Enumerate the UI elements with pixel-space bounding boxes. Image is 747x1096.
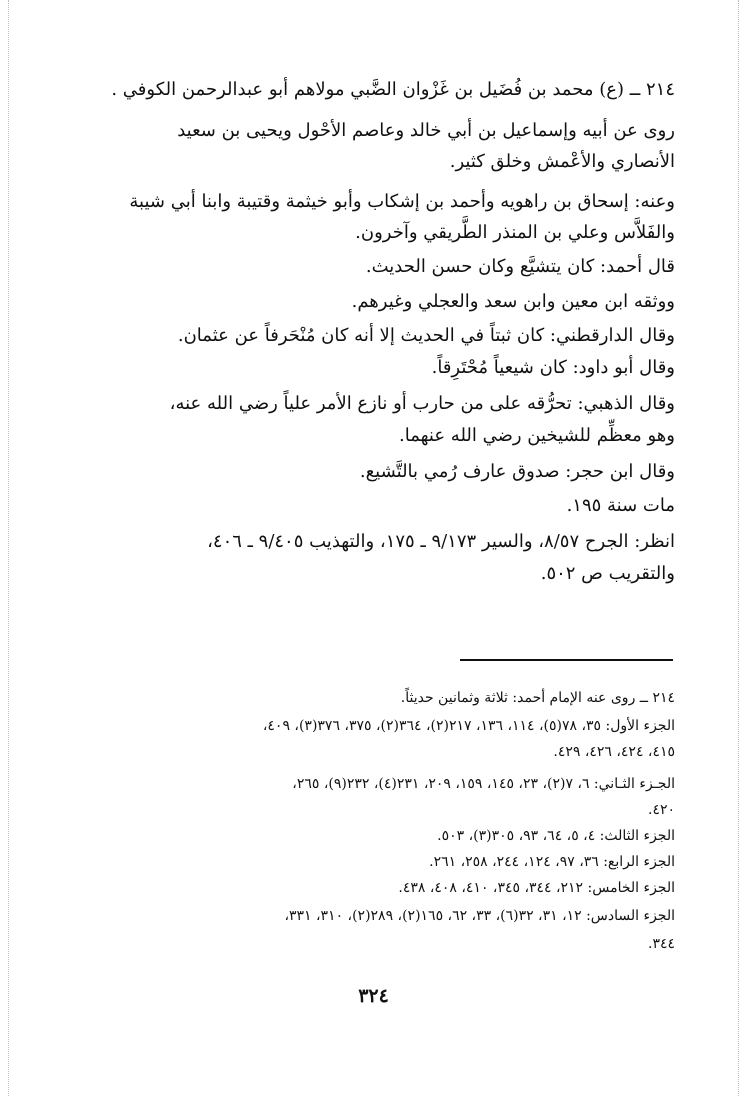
footnote-line: الجـزء الثـاني: ٦، ٧(٢)، ٢٣، ١٤٥، ١٥٩، ٢٠٩، ٢٣١(٤)، ٢٣٢(٩)، ٢٦٥، [292, 776, 675, 792]
text-line: والفَلاَّس وعلي بن المنذر الطَّريقي وآخرون. [355, 222, 675, 243]
text-line: روى عن أبيه وإسماعيل بن أبي خالد وعاصم الأحْول ويحيى بن سعيد [177, 120, 675, 141]
text-line: ووثقه ابن معين وابن سعد والعجلي وغيرهم. [351, 291, 675, 312]
footnote-line: ٤١٥، ٤٢٤، ٤٢٦، ٤٢٩. [553, 744, 675, 760]
text-line: الأنصاري والأعْمش وخلق كثير. [449, 151, 675, 172]
footnote [70, 686, 675, 966]
text-line: وقال ابن حجر: صدوق عارف رُمي بالتَّشيع. [359, 461, 675, 482]
footnote-line: ٣٤٤. [647, 936, 675, 952]
text-line: وعنه: إسحاق بن راهويه وأحمد بن إشكاب وأبو خيثمة وقتيبة وابنا أبي شيبة [129, 191, 675, 212]
left-margin-guide [8, 0, 9, 1096]
footnote-line: الجزء الخامس: ٢١٢، ٣٤٤، ٣٤٥، ٤١٠، ٤٠٨، ٤٣٨. [398, 880, 675, 896]
footnote-line: الجزء الثالث: ٤، ٥، ٦٤، ٩٣، ٣٠٥(٣)، ٥٠٣. [437, 828, 675, 844]
text-line: وقال الدارقطني: كان ثبتاً في الحديث إلا أنه كان مُنْحَرفاً عن عثمان. [177, 325, 675, 346]
text-line: وقال الذهبي: تحرُّقه على من حارب أو نازع الأمر علياً رضي الله عنه، [169, 393, 675, 414]
sources-line: انظر: الجرح ٨/٥٧، والسير ٩/١٧٣ ـ ١٧٥، والتهذيب ٩/٤٠٥ ـ ٤٠٦، [207, 531, 675, 552]
sources-line: والتقريب ص ٥٠٢. [540, 563, 675, 584]
right-margin-guide [738, 0, 739, 1096]
text-line: وهو معظِّم للشيخين رضي الله عنهما. [398, 425, 675, 446]
footnote-separator [460, 659, 673, 661]
text-line: مات سنة ١٩٥. [566, 495, 675, 516]
page-number: ٣٢٤ [358, 985, 389, 1007]
text-line: قال أحمد: كان يتشيَّع وكان حسن الحديث. [365, 256, 675, 277]
footnote-line: الجزء الأول: ٣٥، ٧٨(٥)، ١١٤، ١٣٦، ٢١٧(٢)، ٣٦٤(٢)، ٣٧٥، ٣٧٦(٣)، ٤٠٩، [262, 718, 675, 734]
footnote-line: الجزء السادس: ١٢، ٣١، ٣٢(٦)، ٣٣، ٦٢، ١٦٥(٢)، ٢٨٩(٢)، ٣١٠، ٣٣١، [284, 908, 675, 924]
entry-heading: ٢١٤ ــ (ع) محمد بن فُضَيل بن غَزْوان الضَّبي مولاهم أبو عبدالرحمن الكوفي . [111, 79, 675, 100]
footnote-line: ٤٢٠. [647, 802, 675, 818]
text-line: وقال أبو داود: كان شيعياً مُحْتَرِقاً. [431, 357, 675, 378]
footnote-line: الجزء الرابع: ٣٦، ٩٧، ١٢٤، ٢٤٤، ٢٥٨، ٢٦١. [429, 854, 675, 870]
footnote-heading: ٢١٤ ــ روى عنه الإمام أحمد: ثلاثة وثمانين حديثاً. [400, 690, 675, 706]
